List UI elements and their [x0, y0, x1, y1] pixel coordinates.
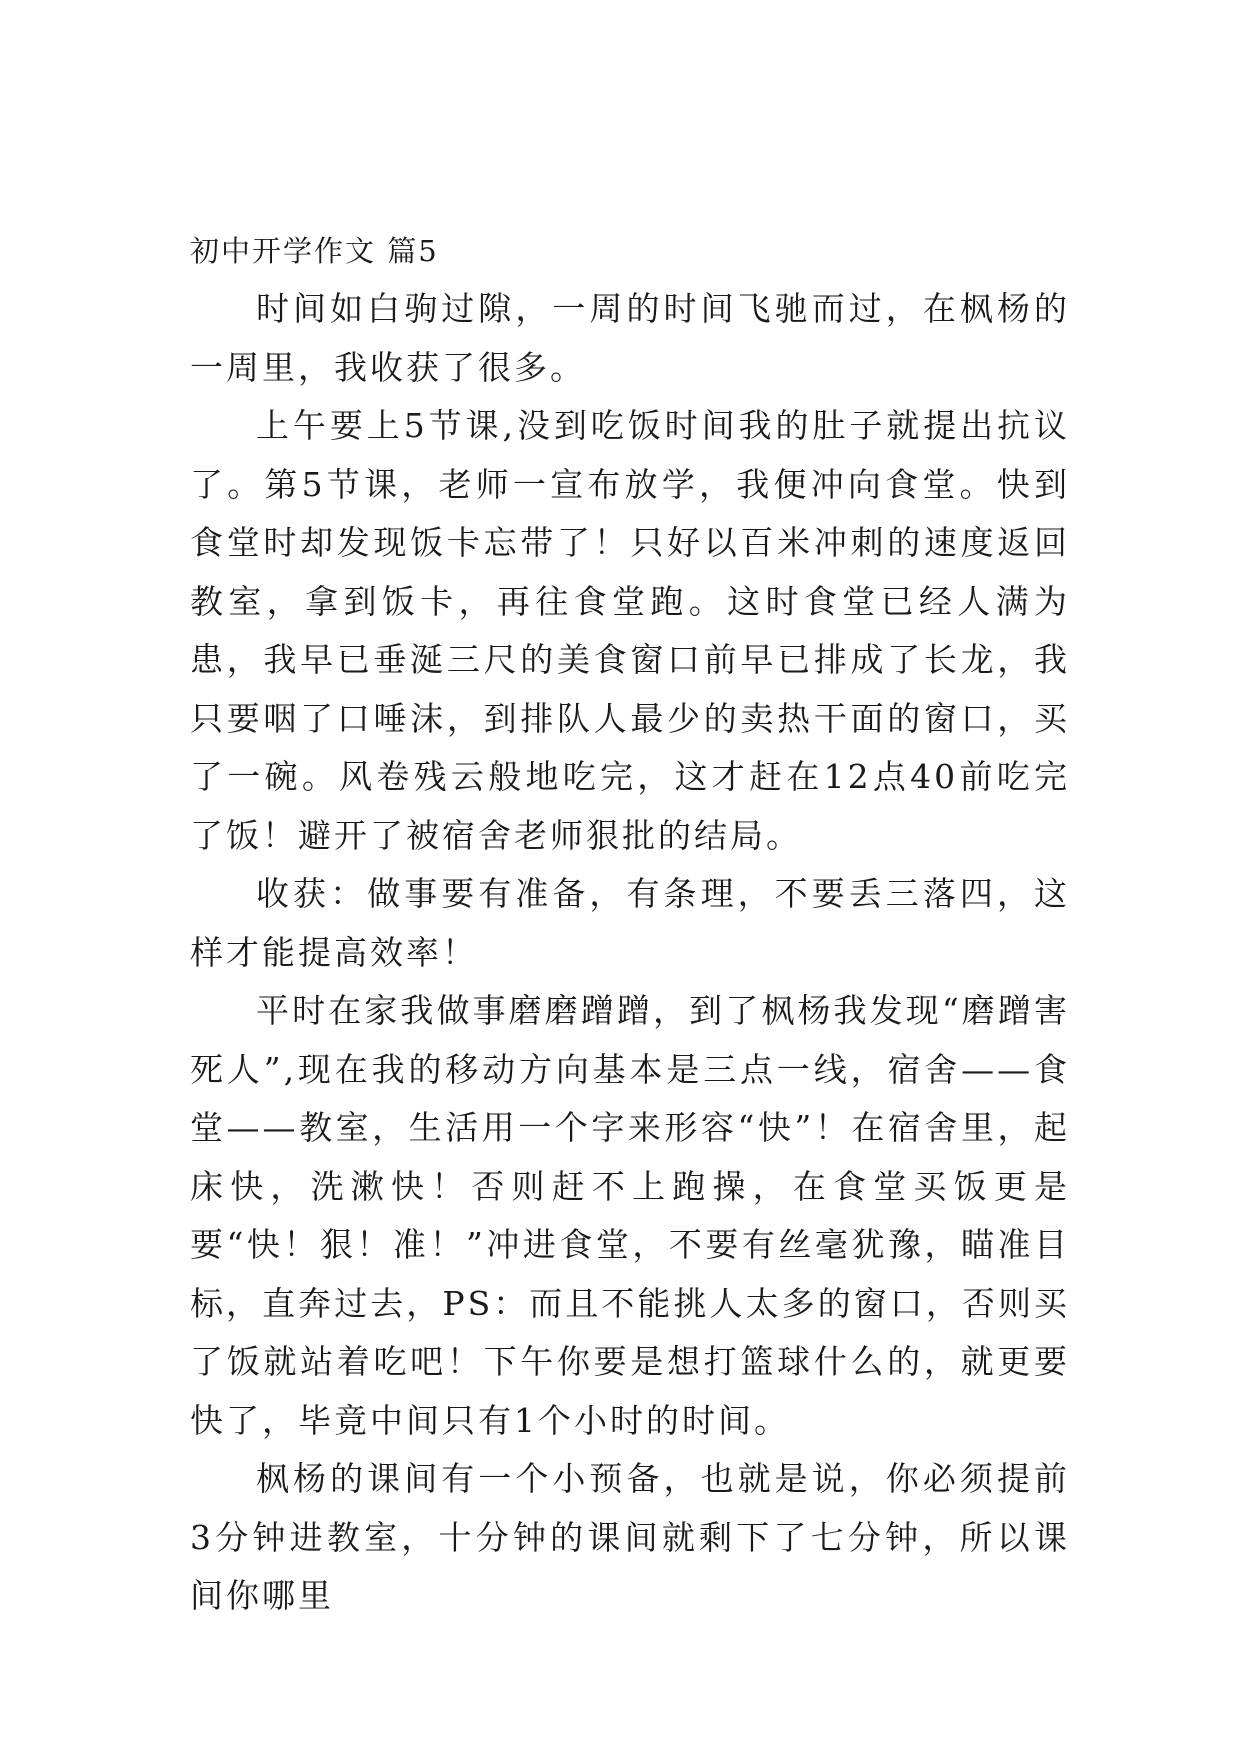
paragraph-4: 平时在家我做事磨磨蹭蹭，到了枫杨我发现“磨蹭害死人”,现在我的移动方向基本是三点一线，宿舍——食堂——教室，生活用一个字来形容“快”！在宿舍里，起床快，洗漱快！否则赶不上跑操，在食堂买饭更是要“快！狠！准！”冲进食堂，不要有丝毫犹豫，瞄准目标，直奔过去，PS：而且不能挑人太多的窗口，否则买了饭就站着吃吧！下午你要是想打篮球什么的，就更要快了，毕竟中间只有1个小时的时间。 — [190, 991, 1070, 1440]
document-body — [190, 222, 1070, 1626]
paragraph-2: 上午要上5节课,没到吃饭时间我的肚子就提出抗议了。第5节课，老师一宣布放学，我便冲向食堂。快到食堂时却发现饭卡忘带了！只好以百米冲刺的速度返回教室，拿到饭卡，再往食堂跑。这时食堂已经人满为患，我早已垂涎三尺的美食窗口前早已排成了长龙，我只要咽了口唾沫，到排队人最少的卖热干面的窗口，买了一碗。风卷残云般地吃完，这才赶在12点40前吃完了饭！避开了被宿舍老师狠批的结局。 — [190, 406, 1070, 855]
paragraph-1: 时间如白驹过隙，一周的时间飞驰而过，在枫杨的一周里，我收获了很多。 — [190, 289, 1070, 387]
paragraph-3: 收获：做事要有准备，有条理，不要丢三落四，这样才能提高效率！ — [190, 874, 1070, 972]
essay-title: 初中开学作文 篇5 — [190, 234, 439, 268]
paragraph-5: 枫杨的课间有一个小预备，也就是说，你必须提前3分钟进教室，十分钟的课间就剩下了七分钟，所以课间你哪里 — [190, 1459, 1070, 1615]
